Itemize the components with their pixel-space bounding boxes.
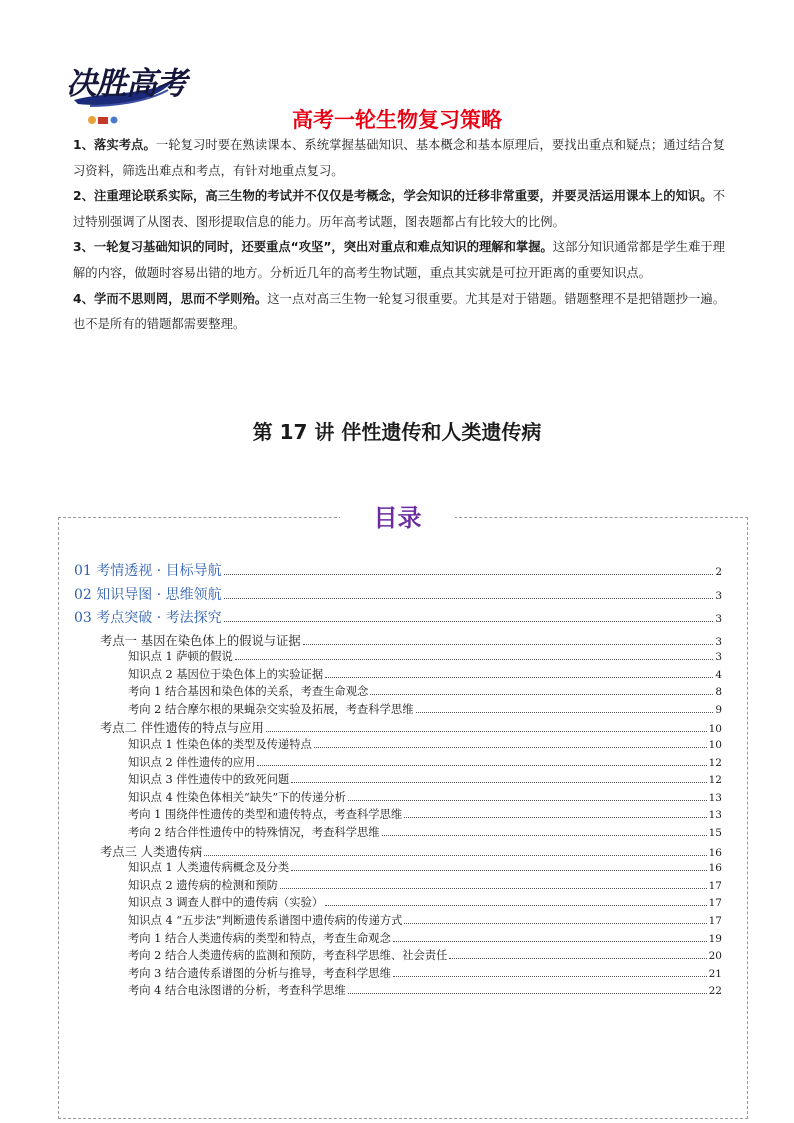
toc-entry-label: 知识点 1 萨顿的假说 xyxy=(128,650,233,664)
toc-dot-leader xyxy=(224,598,714,599)
toc-entry-page: 21 xyxy=(708,967,722,980)
toc-dot-leader xyxy=(325,905,707,906)
toc-entry-page: 13 xyxy=(708,809,722,822)
toc-entry[interactable] xyxy=(74,982,722,1000)
toc-entry-page: 4 xyxy=(715,668,722,681)
toc-entry-label: 知识点 1 性染色体的类型及传递特点 xyxy=(128,738,312,752)
toc-entry[interactable] xyxy=(74,824,722,842)
tip-paragraph xyxy=(73,133,725,184)
toc-entry[interactable] xyxy=(74,859,722,877)
toc-entry-page: 3 xyxy=(715,613,722,625)
toc-entry-label: 考向 1 围绕伴性遗传的类型和遗传特点，考查科学思维 xyxy=(128,808,403,822)
toc-title: 目录 xyxy=(340,498,455,533)
toc-entry-page: 10 xyxy=(708,739,722,752)
toc-entry[interactable] xyxy=(74,930,722,948)
toc-entry-page: 16 xyxy=(708,862,722,875)
toc-entry[interactable] xyxy=(74,718,722,736)
toc-entry-label: 知识点 2 基因位于染色体上的实验证据 xyxy=(128,667,324,681)
toc-entry[interactable] xyxy=(74,683,722,701)
toc-entry-page: 12 xyxy=(708,774,722,787)
tip-body: 这部分知识通常都是学生难于理解的内容，做题时容易出错的地方。分析近几年的高考生物试题，重点其实就是可拉开距离的重要知识点。 xyxy=(73,240,725,280)
tip-paragraph xyxy=(73,184,725,235)
toc-dot-leader xyxy=(404,817,706,818)
toc-entry-label: 考向 3 结合遗传系谱图的分析与推导，考查科学思维 xyxy=(128,966,391,980)
toc-entry-label: 01 考情透视 · 目标导航 xyxy=(74,563,222,579)
toc-entry[interactable] xyxy=(74,912,722,930)
toc-entry[interactable] xyxy=(74,894,722,912)
toc-entry[interactable] xyxy=(74,947,722,965)
toc-entry[interactable] xyxy=(74,789,722,807)
toc-entry-label: 考向 1 结合基因和染色体的关系，考查生命观念 xyxy=(128,685,369,699)
toc-entry-page: 3 xyxy=(715,635,722,648)
tip-lead: 2、注重理论联系实际，高三生物的考试并不仅仅是考概念，学会知识的迁移非常重要，并要灵活运用课本上的知识。 xyxy=(73,189,713,204)
toc-entry[interactable] xyxy=(74,648,722,666)
tip-paragraph xyxy=(73,235,725,286)
toc-entry-label: 考点三 人类遗传病 xyxy=(100,844,203,859)
toc-entry[interactable] xyxy=(74,842,722,860)
toc-dot-leader xyxy=(382,835,707,836)
toc-dot-leader xyxy=(449,958,706,959)
toc-dot-leader xyxy=(291,870,706,871)
toc-dot-leader xyxy=(280,888,707,889)
toc-entry-page: 2 xyxy=(715,566,722,578)
toc-entry-page: 22 xyxy=(708,985,722,998)
toc-dot-leader xyxy=(266,731,707,732)
study-tips xyxy=(73,133,725,338)
toc-entry-page: 16 xyxy=(708,846,722,859)
toc-entry[interactable] xyxy=(74,560,722,584)
toc-dot-leader xyxy=(393,941,707,942)
toc-entry[interactable] xyxy=(74,771,722,789)
toc-entry[interactable] xyxy=(74,631,722,649)
toc-dot-leader xyxy=(404,923,706,924)
toc-dot-leader xyxy=(348,800,707,801)
toc-dot-leader xyxy=(325,677,713,678)
toc-dot-leader xyxy=(257,765,706,766)
toc-entry-label: 考向 1 结合人类遗传病的类型和特点，考查生命观念 xyxy=(128,931,391,945)
toc-entry-label: 考向 4 结合电泳图谱的分析，考查科学思维 xyxy=(128,984,346,998)
toc-dot-leader xyxy=(224,574,714,575)
toc-dot-leader xyxy=(204,855,706,856)
toc-entry-label: 03 考点突破 · 考法探究 xyxy=(74,610,222,626)
toc-entry-label: 知识点 3 伴性遗传中的致死问题 xyxy=(128,773,290,787)
toc-entry[interactable] xyxy=(74,666,722,684)
toc-entry-label: 考向 2 结合伴性遗传中的特殊情况，考查科学思维 xyxy=(128,826,380,840)
toc-entry-page: 17 xyxy=(708,915,722,927)
toc-entry-page: 19 xyxy=(708,932,722,945)
toc-entry-page: 17 xyxy=(708,897,722,910)
tip-lead: 1、落实考点。 xyxy=(73,138,156,152)
logo-text: 决胜高考 xyxy=(66,66,186,102)
toc-entry-page: 3 xyxy=(715,589,722,602)
toc-entry[interactable] xyxy=(74,584,722,608)
toc-entry-label: 知识点 1 人类遗传病概念及分类 xyxy=(128,861,290,875)
toc-entry[interactable] xyxy=(74,754,722,772)
toc-entry-page: 20 xyxy=(708,950,722,963)
tip-paragraph xyxy=(73,287,725,338)
tip-lead: 4、学而不思则罔，思而不学则殆。 xyxy=(73,291,268,306)
toc-entry[interactable] xyxy=(74,607,722,631)
page-title: 高考一轮生物复习策略 xyxy=(292,108,502,132)
toc-entry[interactable] xyxy=(74,877,722,895)
toc-entry-label: 02 知识导图 · 思维领航 xyxy=(74,586,222,603)
table-of-contents xyxy=(74,560,722,1000)
toc-entry-label: 考点二 伴性遗传的特点与应用 xyxy=(100,721,264,736)
tip-lead: 3、一轮复习基础知识的同时，还要重点“攻坚”，突出对重点和难点知识的理解和掌握。 xyxy=(73,240,553,255)
toc-dot-leader xyxy=(224,621,714,622)
toc-dot-leader xyxy=(303,644,714,645)
toc-entry-label: 知识点 2 伴性遗传的应用 xyxy=(128,755,256,769)
toc-dot-leader xyxy=(314,747,707,748)
toc-entry-page: 12 xyxy=(708,756,722,769)
toc-entry-label: 知识点 3 调查人群中的遗传病（实验） xyxy=(128,896,324,910)
toc-entry[interactable] xyxy=(74,965,722,983)
toc-dot-leader xyxy=(416,712,714,713)
toc-dot-leader xyxy=(393,976,707,977)
toc-dot-leader xyxy=(235,659,714,660)
toc-entry-page: 15 xyxy=(708,827,722,840)
toc-entry-label: 考向 2 结合人类遗传病的监测和预防，考查科学思维、社会责任 xyxy=(128,949,448,963)
toc-dot-leader xyxy=(348,993,707,994)
toc-entry-label: 知识点 4 性染色体相关“缺失”下的传递分析 xyxy=(128,790,346,804)
toc-entry[interactable] xyxy=(74,736,722,754)
toc-dot-leader xyxy=(370,694,713,695)
tip-body: 一轮复习时要在熟读课本、系统掌握基础知识、基本概念和基本原理后，要找出重点和疑点；通过结合复习资料，筛选出难点和考点，有针对地重点复习。 xyxy=(73,138,725,178)
toc-entry-page: 8 xyxy=(715,686,722,699)
lecture-title: 第 17 讲 伴性遗传和人类遗传病 xyxy=(252,420,542,444)
toc-entry-label: 考点一 基因在染色体上的假说与证据 xyxy=(100,633,301,648)
toc-entry-page: 9 xyxy=(715,703,722,716)
toc-entry-page: 17 xyxy=(708,879,722,892)
toc-entry-page: 13 xyxy=(708,791,722,804)
tip-body: 这一点对高三生物一轮复习很重要。尤其是对于错题。错题整理不是把错题抄一遍。也不是所有的错题都需要整理。 xyxy=(73,291,725,332)
toc-entry-page: 10 xyxy=(708,723,722,736)
toc-entry[interactable] xyxy=(74,701,722,719)
toc-dot-leader xyxy=(291,782,706,783)
toc-entry-label: 知识点 2 遗传病的检测和预防 xyxy=(128,878,278,892)
toc-entry[interactable] xyxy=(74,806,722,824)
tip-body: 不过特别强调了从图表、图形提取信息的能力。历年高考试题，图表题都占有比较大的比例。 xyxy=(73,189,725,229)
toc-entry-page: 3 xyxy=(715,651,722,664)
toc-entry-label: 考向 2 结合摩尔根的果蝇杂交实验及拓展，考查科学思维 xyxy=(128,702,414,716)
toc-entry-label: 知识点 4 “五步法”判断遗传系谱图中遗传病的传递方式 xyxy=(128,914,403,927)
